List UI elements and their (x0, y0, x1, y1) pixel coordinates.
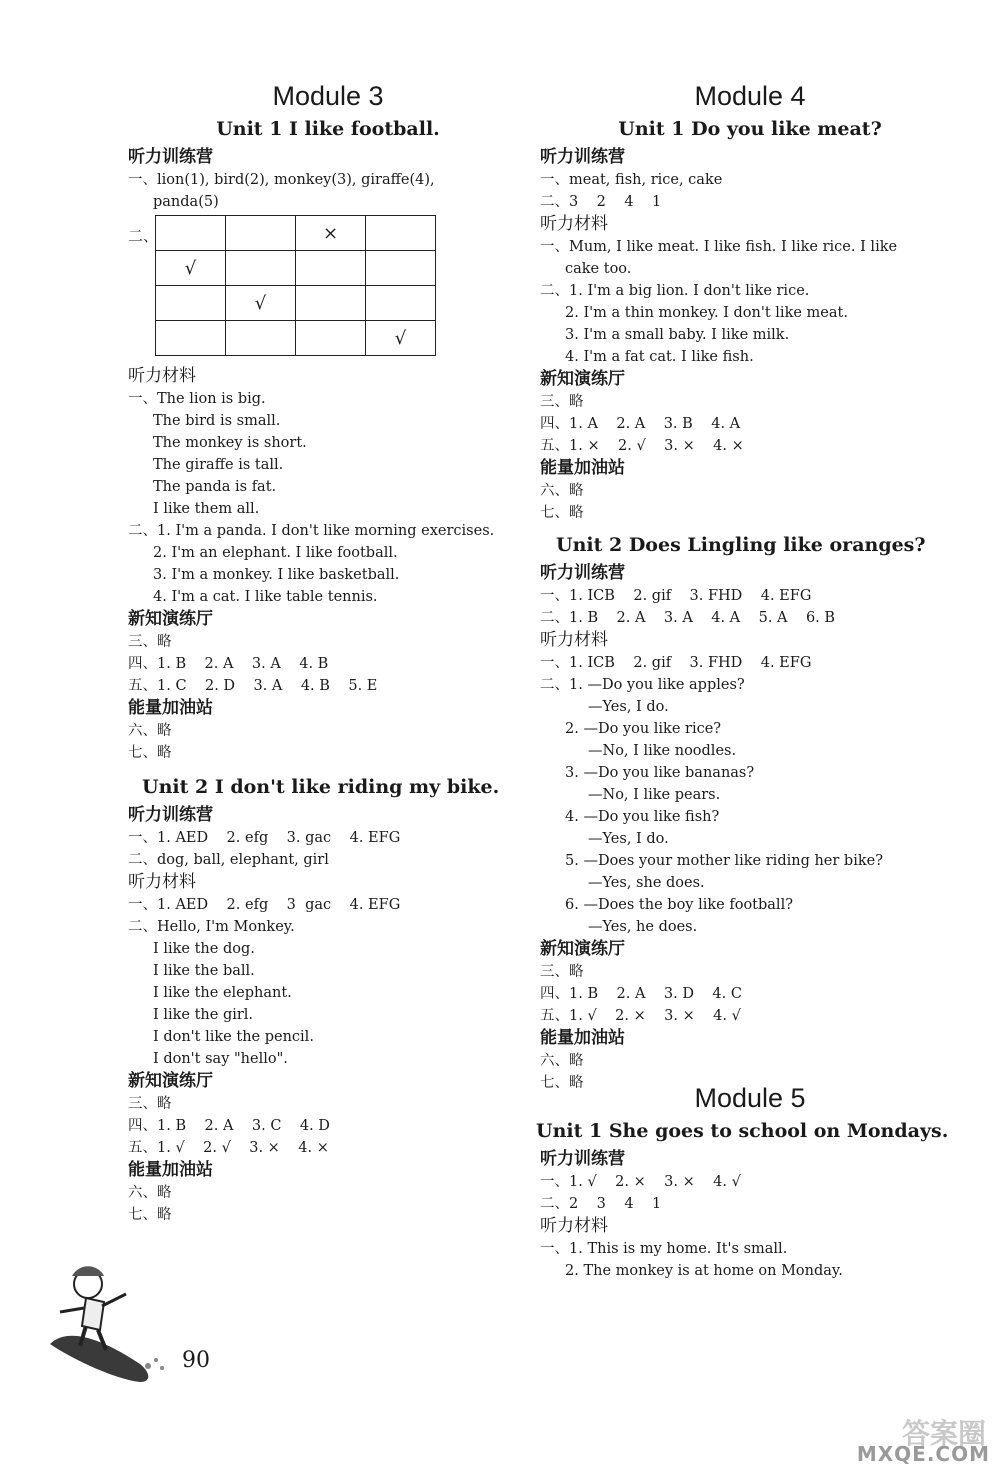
site-watermark (806, 1412, 996, 1470)
material-line: —No, I like pears. (588, 787, 721, 803)
grid-cell (296, 286, 366, 321)
grid-cell (226, 321, 296, 356)
grid-cell (226, 251, 296, 286)
answer-line: 一、1. ICB 2. gif 3. FHD 4. EFG (540, 588, 812, 604)
section-new-knowledge: 新知演练厅 (128, 609, 213, 629)
grid-cell (226, 216, 296, 251)
grid-cell: √ (156, 251, 226, 286)
section-material: 听力材料 (540, 214, 608, 234)
section-material: 听力材料 (128, 366, 196, 386)
section-listening: 听力训练营 (540, 147, 625, 167)
answer-line: 四、1. A 2. A 3. B 4. A (540, 416, 741, 432)
page-number: 90 (182, 1348, 210, 1373)
material-line: 6. —Does the boy like football? (565, 897, 793, 913)
material-line: I like the girl. (153, 1007, 254, 1023)
material-line: 4. I'm a cat. I like table tennis. (153, 589, 378, 605)
module-4-heading: Module 4 (694, 81, 806, 111)
splash-dot (145, 1363, 151, 1369)
answer-line: 七、略 (128, 745, 172, 761)
material-line: 二、1. I'm a big lion. I don't like rice. (540, 283, 810, 299)
material-line: 4. —Do you like fish? (565, 809, 720, 825)
material-line: —Yes, I do. (588, 831, 669, 847)
material-line: 二、1. I'm a panda. I don't like morning exercises. (128, 523, 495, 539)
grid-cell (366, 251, 436, 286)
material-line: 一、1. ICB 2. gif 3. FHD 4. EFG (540, 655, 812, 671)
answer-line: 六、略 (128, 1185, 172, 1201)
section-material: 听力材料 (540, 1216, 608, 1236)
material-line: The giraffe is tall. (153, 457, 284, 473)
answer-grid (155, 215, 436, 356)
answer-line: 四、1. B 2. A 3. D 4. C (540, 986, 742, 1002)
arm-shape (102, 1294, 126, 1306)
answer-line: 六、略 (540, 1053, 584, 1069)
answer-line: 五、1. × 2. √ 3. × 4. × (540, 438, 744, 454)
section-new-knowledge: 新知演练厅 (540, 939, 625, 959)
grid-cell (156, 321, 226, 356)
unit-1-title: Unit 1 I like football. (216, 118, 440, 140)
answer-line: 三、略 (128, 1096, 172, 1112)
section-material: 听力材料 (128, 872, 196, 892)
grid-cell (296, 251, 366, 286)
material-line: 2. I'm a thin monkey. I don't like meat. (565, 305, 848, 321)
unit-2-title: Unit 2 Does Lingling like oranges? (556, 534, 926, 556)
material-line: 2. The monkey is at home on Monday. (565, 1263, 843, 1279)
answer-line: 一、lion(1), bird(2), monkey(3), giraffe(4), (128, 172, 435, 188)
material-line: 二、Hello, I'm Monkey. (128, 919, 295, 935)
material-line: —Yes, she does. (588, 875, 705, 891)
grid-label: 二、 (128, 227, 159, 245)
material-line: I like the dog. (153, 941, 255, 957)
grid-cell (296, 321, 366, 356)
grid-row (156, 216, 436, 251)
material-line: cake too. (565, 261, 632, 277)
answer-line: 三、略 (540, 964, 584, 980)
material-line: 3. I'm a monkey. I like basketball. (153, 567, 400, 583)
answer-line: 四、1. B 2. A 3. A 4. B (128, 656, 329, 672)
material-line: 二、1. —Do you like apples? (540, 677, 745, 693)
material-line: 5. —Does your mother like riding her bike? (565, 853, 883, 869)
answer-line: 一、1. √ 2. × 3. × 4. √ (540, 1174, 741, 1190)
answer-line: 七、略 (128, 1207, 172, 1223)
material-line: 4. I'm a fat cat. I like fish. (565, 349, 754, 365)
answer-line: 二、3 2 4 1 (540, 194, 662, 210)
material-line: 一、Mum, I like meat. I like fish. I like rice. I like (540, 239, 898, 255)
answer-line: 五、1. C 2. D 3. A 4. B 5. E (128, 678, 378, 694)
section-listening: 听力训练营 (540, 1149, 625, 1169)
grid-cell (156, 216, 226, 251)
material-line: 一、The lion is big. (128, 391, 266, 407)
grid-cell (156, 286, 226, 321)
material-line: I like the ball. (153, 963, 255, 979)
section-energy: 能量加油站 (128, 1160, 213, 1180)
answer-line: 七、略 (540, 505, 584, 521)
material-line: 3. —Do you like bananas? (565, 765, 755, 781)
answer-line: 六、略 (128, 723, 172, 739)
section-energy: 能量加油站 (540, 458, 625, 478)
answer-grid-block (128, 215, 528, 361)
material-line: 3. I'm a small baby. I like milk. (565, 327, 790, 343)
splash-dot (154, 1358, 158, 1362)
section-material: 听力材料 (540, 630, 608, 650)
arm-shape (60, 1308, 84, 1312)
unit-1-title: Unit 1 Do you like meat? (618, 118, 882, 140)
splash-dot (160, 1366, 164, 1370)
body-shape (82, 1298, 104, 1330)
material-line: 一、1. This is my home. It's small. (540, 1241, 788, 1257)
section-energy: 能量加油站 (540, 1028, 625, 1048)
left-column (128, 78, 528, 1226)
material-line: 2. I'm an elephant. I like football. (153, 545, 398, 561)
unit-2-title: Unit 2 I don't like riding my bike. (142, 776, 500, 798)
answer-line: 一、meat, fish, rice, cake (540, 172, 723, 188)
answer-line: 二、1. B 2. A 3. A 4. A 5. A 6. B (540, 610, 836, 626)
grid-cell: × (296, 216, 366, 251)
module-5-heading: Module 5 (694, 1083, 806, 1113)
section-energy: 能量加油站 (128, 698, 213, 718)
grid-cell (366, 286, 436, 321)
watermark-text: MXQE.COM (856, 1442, 990, 1466)
material-line: The bird is small. (153, 413, 281, 429)
surfboard-shape (50, 1336, 148, 1382)
answer-line: 三、略 (540, 394, 584, 410)
material-line: 一、1. AED 2. efg 3 gac 4. EFG (128, 897, 401, 913)
module-3-heading: Module 3 (272, 81, 384, 111)
grid-row (156, 321, 436, 356)
material-line: —Yes, he does. (588, 919, 698, 935)
grid-row (156, 286, 436, 321)
material-line: I don't like the pencil. (153, 1029, 314, 1045)
section-listening: 听力训练营 (128, 805, 213, 825)
right-column (536, 78, 960, 1282)
material-line: I don't say "hello". (153, 1051, 288, 1067)
answer-line: 一、1. AED 2. efg 3. gac 4. EFG (128, 830, 401, 846)
material-line: 2. —Do you like rice? (565, 721, 722, 737)
material-line: The panda is fat. (153, 479, 277, 495)
answer-line: 二、dog, ball, elephant, girl (128, 852, 329, 868)
cap-shape (72, 1266, 104, 1276)
section-listening: 听力训练营 (128, 147, 213, 167)
answer-line: 四、1. B 2. A 3. C 4. D (128, 1118, 330, 1134)
answer-line: panda(5) (153, 194, 219, 210)
answer-line: 五、1. √ 2. × 3. × 4. √ (540, 1008, 741, 1024)
material-line: The monkey is short. (153, 435, 307, 451)
material-line: —No, I like noodles. (588, 743, 737, 759)
watermark-logo: 答案圈 (901, 1417, 986, 1450)
material-line: I like them all. (153, 501, 260, 517)
grid-cell: √ (366, 321, 436, 356)
answer-line: 七、略 (540, 1075, 584, 1091)
answer-line: 六、略 (540, 483, 584, 499)
grid-cell: √ (226, 286, 296, 321)
unit-1-title: Unit 1 She goes to school on Mondays. (536, 1120, 949, 1142)
answer-line: 三、略 (128, 634, 172, 650)
surfer-boy-illustration (40, 1254, 170, 1389)
section-new-knowledge: 新知演练厅 (540, 369, 625, 389)
section-new-knowledge: 新知演练厅 (128, 1071, 213, 1091)
grid-row (156, 251, 436, 286)
section-listening: 听力训练营 (540, 563, 625, 583)
grid-cell (366, 216, 436, 251)
answer-line: 五、1. √ 2. √ 3. × 4. × (128, 1140, 329, 1156)
material-line: —Yes, I do. (588, 699, 669, 715)
answer-line: 二、2 3 4 1 (540, 1196, 662, 1212)
material-line: I like the elephant. (153, 985, 292, 1001)
